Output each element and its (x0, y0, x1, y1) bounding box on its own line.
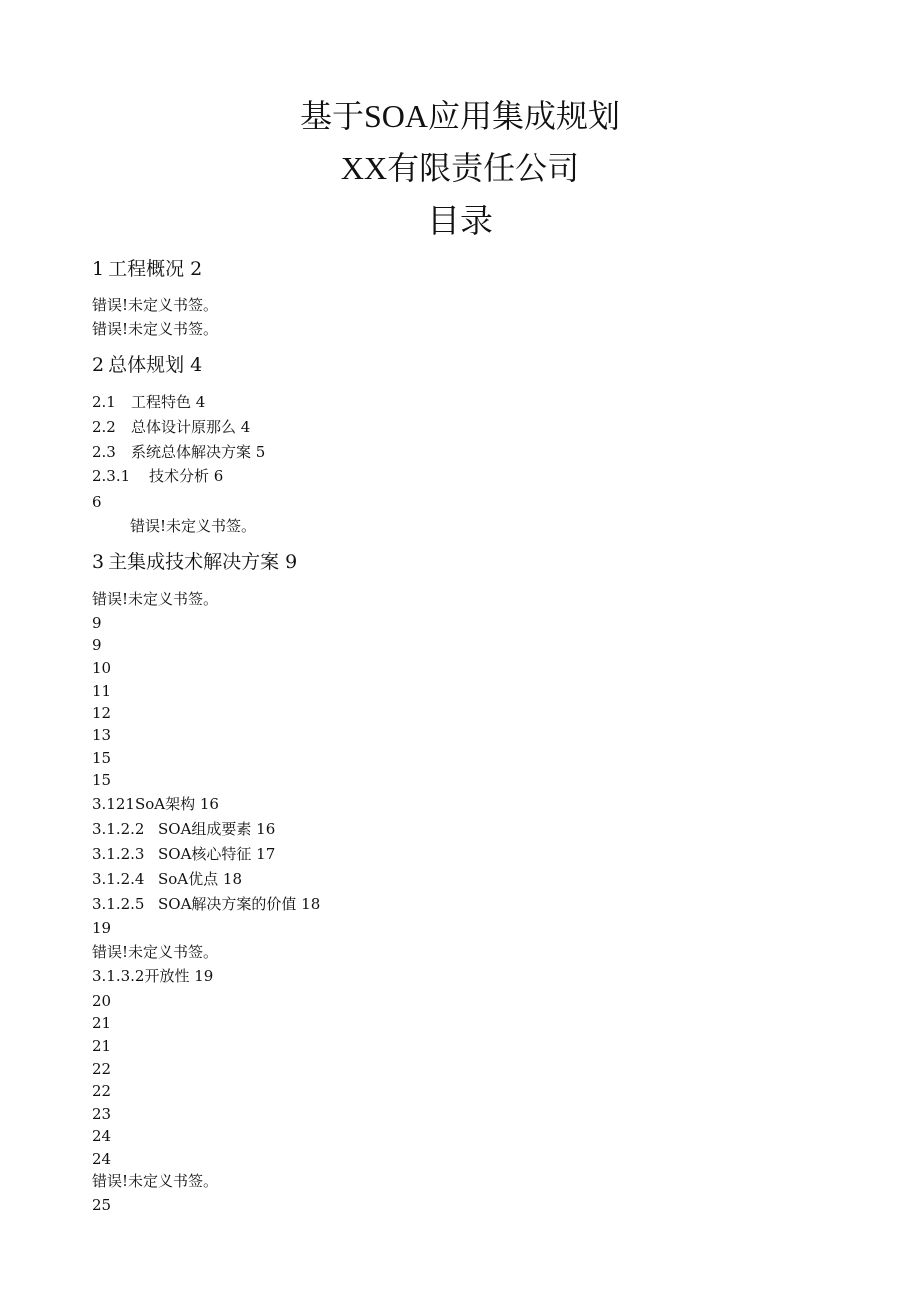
toc-entry[interactable] (92, 1058, 111, 1080)
toc-entry[interactable] (92, 965, 213, 987)
toc-entry-text: 6 (92, 493, 102, 511)
toc-entry[interactable] (92, 990, 111, 1012)
toc-entry[interactable] (92, 1080, 111, 1102)
toc-entry-number: 2.3 (92, 443, 116, 461)
company-name: XX有限责任公司 (340, 150, 580, 186)
toc-entry-text: 11 (92, 682, 112, 700)
toc-entry[interactable] (92, 680, 111, 702)
toc-entry[interactable] (92, 441, 265, 463)
toc-entry-text: 技术分析 6 (149, 467, 224, 485)
toc-entry-text: 24 (92, 1150, 112, 1168)
toc-section-heading[interactable] (92, 256, 202, 282)
toc-entry-text: 9 (92, 614, 102, 632)
toc-entry[interactable] (92, 318, 218, 340)
toc-entry[interactable] (92, 391, 205, 413)
toc-entry-number: 2.3.1 (92, 467, 131, 485)
toc-entry[interactable] (92, 515, 256, 537)
toc-entry[interactable] (92, 868, 242, 890)
toc-entry-text: 19 (92, 919, 112, 937)
toc-entry-text: 错误!未定义书签。 (92, 590, 219, 608)
toc-entry[interactable] (92, 1035, 111, 1057)
toc-entry[interactable] (92, 941, 218, 963)
toc-entry-text: 3.121SoA架构 16 (92, 795, 219, 813)
toc-entry[interactable] (92, 843, 275, 865)
toc-entry[interactable] (92, 747, 111, 769)
toc-entry[interactable] (92, 917, 111, 939)
toc-entry[interactable] (92, 1170, 218, 1192)
toc-entry-text: 25 (92, 1196, 112, 1214)
toc-entry-text: 工程特色 4 (131, 393, 206, 411)
toc-entry[interactable] (92, 294, 218, 316)
toc-entry[interactable] (92, 416, 250, 438)
toc-entry-text: 工程概况 2 (108, 258, 203, 280)
toc-entry-number: 1 (92, 258, 105, 280)
toc-entry[interactable] (92, 1012, 111, 1034)
toc-entry-text: SOA解决方案的价值 18 (158, 895, 321, 913)
toc-entry-number: 3 (92, 551, 105, 573)
toc-entry[interactable] (92, 612, 102, 634)
toc-entry-text: 错误!未定义书签。 (92, 320, 219, 338)
toc-entry-text: 主集成技术解决方案 9 (108, 551, 298, 573)
toc-entry-text: SOA核心特征 17 (158, 845, 276, 863)
toc-entry-text: SOA组成要素 16 (158, 820, 276, 838)
toc-entry-text: 总体规划 4 (108, 354, 203, 376)
toc-entry-text: 23 (92, 1105, 112, 1123)
toc-section-heading[interactable] (92, 549, 297, 575)
toc-entry[interactable] (92, 1125, 111, 1147)
toc-entry-text: 20 (92, 992, 112, 1010)
toc-entry-text: 21 (92, 1014, 112, 1032)
toc-entry[interactable] (92, 793, 219, 815)
toc-entry-number: 3.1.2.2 (92, 820, 145, 838)
toc-entry-text: 系统总体解决方案 5 (131, 443, 266, 461)
toc-entry-number: 2.2 (92, 418, 116, 436)
toc-entry-number: 2 (92, 354, 105, 376)
toc-section-heading[interactable] (92, 352, 202, 378)
toc-heading: 目录 (427, 204, 493, 240)
toc-entry[interactable] (92, 1194, 111, 1216)
toc-entry-number: 2.1 (92, 393, 116, 411)
toc-entry[interactable] (92, 588, 218, 610)
toc-entry-text: 12 (92, 704, 112, 722)
toc-entry-text: 3.1.3.2开放性 19 (92, 967, 214, 985)
toc-entry[interactable] (92, 769, 111, 791)
toc-entry-text: 9 (92, 636, 102, 654)
toc-entry[interactable] (92, 818, 275, 840)
toc-entry-text: 错误!未定义书签。 (92, 1172, 219, 1190)
toc-entry-text: 15 (92, 771, 112, 789)
toc-entry[interactable] (92, 465, 223, 487)
toc-entry-text: 22 (92, 1082, 112, 1100)
toc-entry-number: 3.1.2.4 (92, 870, 145, 888)
toc-entry-text: 21 (92, 1037, 112, 1055)
toc-entry-text: 13 (92, 726, 112, 744)
toc-entry-text: 错误!未定义书签。 (92, 943, 219, 961)
toc-entry-text: 24 (92, 1127, 112, 1145)
toc-entry[interactable] (92, 1103, 111, 1125)
toc-entry[interactable] (92, 657, 111, 679)
toc-entry-text: 15 (92, 749, 112, 767)
toc-entry[interactable] (92, 491, 102, 513)
toc-entry-text: SoA优点 18 (158, 870, 242, 888)
toc-entry[interactable] (92, 634, 102, 656)
toc-entry[interactable] (92, 724, 111, 746)
toc-entry-text: 错误!未定义书签。 (130, 517, 257, 535)
toc-entry[interactable] (92, 893, 320, 915)
document-title: 基于SOA应用集成规划 (299, 98, 621, 134)
toc-entry[interactable] (92, 1148, 111, 1170)
toc-entry-text: 22 (92, 1060, 112, 1078)
toc-entry-text: 错误!未定义书签。 (92, 296, 219, 314)
toc-entry-number: 3.1.2.5 (92, 895, 145, 913)
toc-entry-number: 3.1.2.3 (92, 845, 145, 863)
toc-entry[interactable] (92, 702, 111, 724)
toc-entry-text: 10 (92, 659, 112, 677)
toc-entry-text: 总体设计原那么 4 (131, 418, 251, 436)
